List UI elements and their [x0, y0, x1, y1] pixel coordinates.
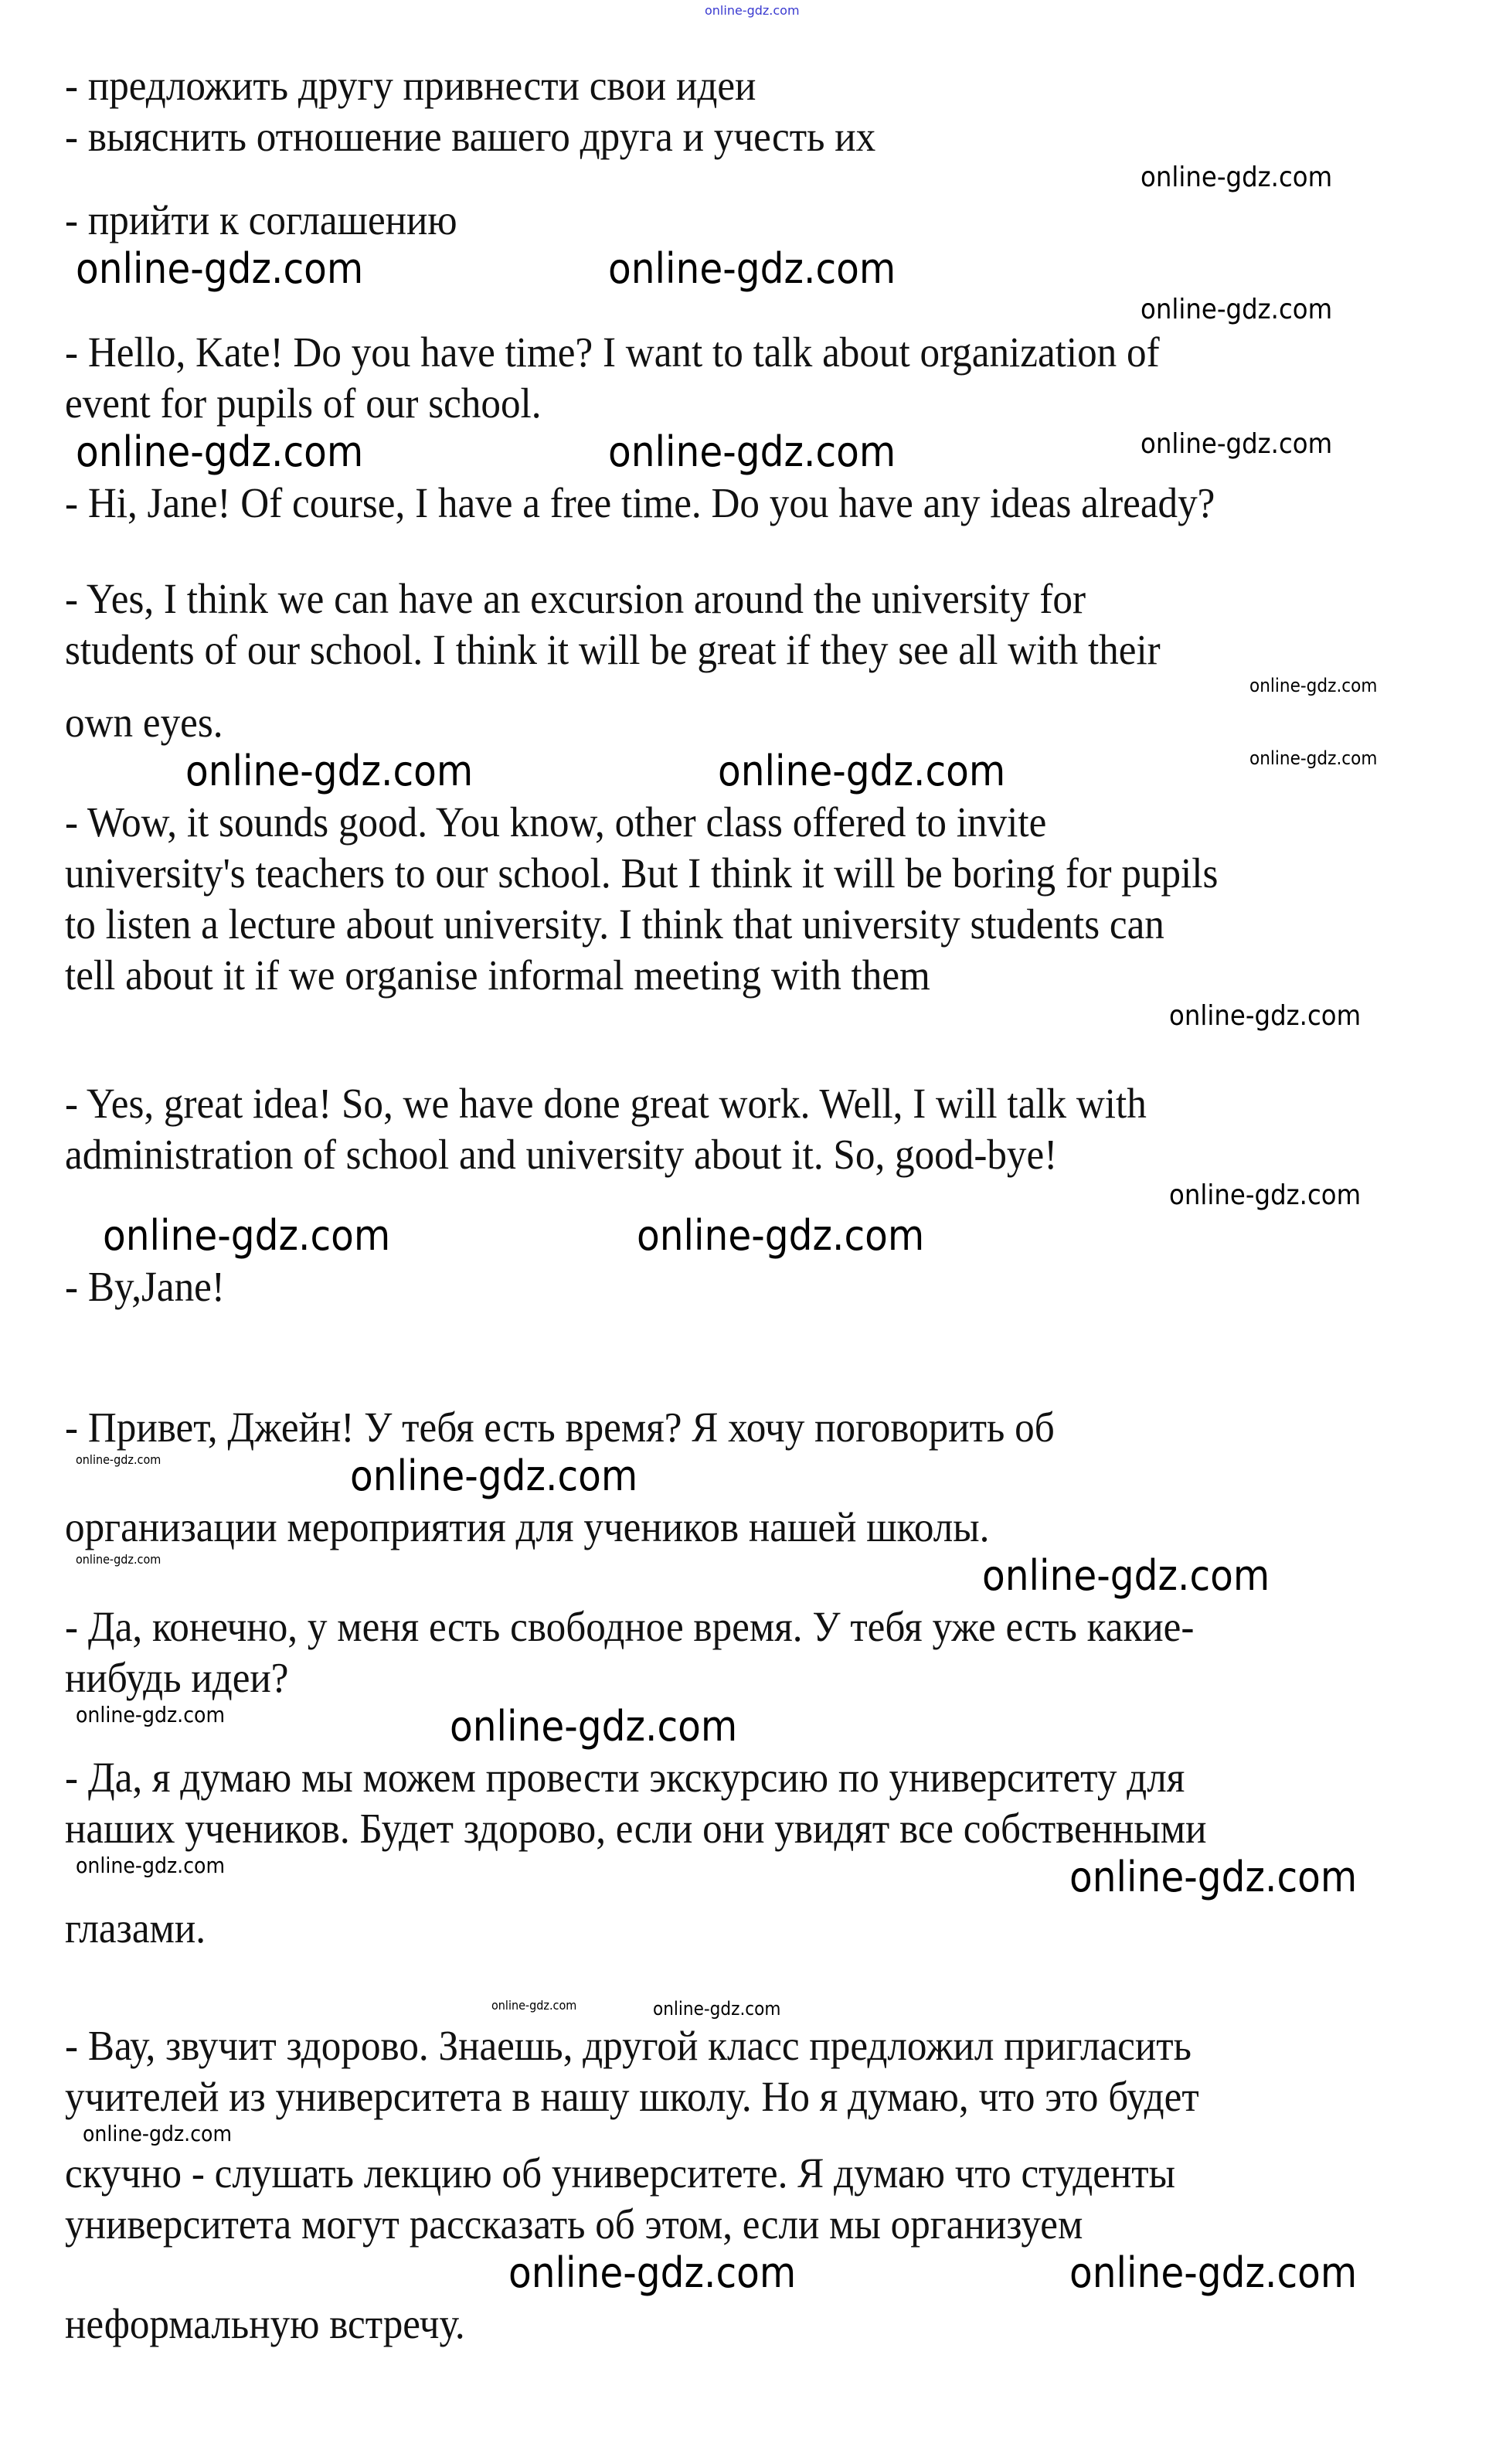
watermark: online-gdz.com	[637, 1211, 925, 1260]
watermark: online-gdz.com	[76, 244, 364, 293]
text-line	[0, 1078, 1489, 1129]
watermark-row	[0, 294, 1489, 327]
text-line	[0, 327, 1489, 378]
watermark: online-gdz.com	[76, 1853, 226, 1878]
text-line	[0, 899, 1489, 950]
text-line	[0, 1803, 1489, 1854]
watermark: online-gdz.com	[1168, 1179, 1362, 1211]
watermark: online-gdz.com	[103, 1211, 391, 1260]
text-line	[0, 1502, 1489, 1553]
text-line-content: - выяснить отношение вашего друга и учесть их	[65, 113, 876, 160]
header-watermark: online-gdz.com	[705, 3, 800, 18]
spacer	[0, 1033, 1489, 1078]
watermark-row	[0, 162, 1489, 195]
text-line-content: - Да, конечно, у меня есть свободное время. У тебя уже есть какие-	[65, 1603, 1195, 1650]
text-line-content: - Wow, it sounds good. You know, other class offered to invite	[65, 798, 1047, 846]
text-line	[0, 1752, 1489, 1803]
text-line-content: university's teachers to our school. But I think it will be boring for pupils	[65, 849, 1219, 897]
text-line-content: скучно - слушать лекцию об университете. Я думаю что студенты	[65, 2149, 1176, 2197]
text-line-content: - Yes, great idea! So, we have done great work. Well, I will talk with	[65, 1080, 1147, 1127]
watermark: online-gdz.com	[652, 1998, 781, 2020]
text-line	[0, 2020, 1489, 2071]
text-line	[0, 1261, 1489, 1312]
text-line-content: организации мероприятия для учеников нашей школы.	[65, 1503, 990, 1550]
watermark: online-gdz.com	[350, 1452, 638, 1500]
watermark: online-gdz.com	[508, 2248, 797, 2297]
text-line-content: - прийти к соглашению	[65, 196, 457, 243]
text-line-content: - By,Jane!	[65, 1263, 225, 1310]
text-line	[0, 697, 1489, 748]
watermark: online-gdz.com	[1168, 1000, 1362, 1032]
watermark: online-gdz.com	[1141, 294, 1333, 325]
document-page	[0, 60, 1489, 2350]
watermark: online-gdz.com	[1249, 675, 1378, 696]
watermark: online-gdz.com	[1069, 2248, 1357, 2297]
spacer	[0, 1954, 1489, 1999]
watermark-row	[0, 1703, 1489, 1752]
spacer	[0, 1312, 1489, 1357]
watermark-row	[0, 1999, 1489, 2020]
watermark: online-gdz.com	[982, 1551, 1270, 1600]
watermark: online-gdz.com	[76, 1452, 161, 1467]
text-line	[0, 2148, 1489, 2199]
text-line-content: наших учеников. Будет здорово, если они увидят все собственными	[65, 1805, 1207, 1852]
text-line	[0, 195, 1489, 246]
watermark: online-gdz.com	[717, 747, 1005, 795]
watermark: online-gdz.com	[491, 1998, 576, 2013]
text-line-content: - Hi, Jane! Of course, I have a free time. Do you have any ideas already?	[65, 479, 1215, 526]
watermark: online-gdz.com	[185, 747, 474, 795]
text-line	[0, 1402, 1489, 1453]
text-line	[0, 478, 1489, 529]
text-line-content: - Да, я думаю мы можем провести экскурсию по университету для	[65, 1754, 1185, 1801]
text-line	[0, 2071, 1489, 2122]
text-line-content: неформальную встречу.	[65, 2300, 465, 2347]
watermark: online-gdz.com	[1141, 162, 1333, 193]
text-line-content: tell about it if we organise informal meeting with them	[65, 951, 930, 999]
text-line-content: - Вау, звучит здорово. Знаешь, другой класс предложил пригласить	[65, 2022, 1192, 2069]
text-line-content: - Привет, Джейн! У тебя есть время? Я хочу поговорить об	[65, 1404, 1055, 1451]
watermark-row	[0, 1854, 1489, 1903]
text-line	[0, 848, 1489, 899]
text-line-content: students of our school. I think it will be great if they see all with their	[65, 626, 1161, 673]
watermark: online-gdz.com	[608, 244, 896, 293]
watermark: online-gdz.com	[1249, 747, 1378, 769]
text-line	[0, 1601, 1489, 1652]
text-line-content: глазами.	[65, 1904, 206, 1952]
text-line	[0, 1652, 1489, 1703]
watermark: online-gdz.com	[82, 2121, 232, 2146]
watermark: online-gdz.com	[608, 427, 896, 476]
watermark: online-gdz.com	[1069, 1853, 1357, 1901]
watermark: online-gdz.com	[1141, 428, 1333, 460]
text-line-content: университета могут рассказать об этом, если мы организуем	[65, 2200, 1083, 2248]
text-line-content: administration of school and university about it. So, good-bye!	[65, 1131, 1058, 1178]
watermark-row	[0, 676, 1489, 697]
text-line-content: - Yes, I think we can have an excursion around the university for	[65, 575, 1086, 622]
watermark-row	[0, 1453, 1489, 1502]
watermark-row	[0, 1213, 1489, 1261]
text-line-content: to listen a lecture about university. I think that university students can	[65, 900, 1164, 948]
watermark-row	[0, 2250, 1489, 2299]
text-line	[0, 1903, 1489, 1954]
watermark-row	[0, 2122, 1489, 2148]
text-line-content: - предложить другу привнести свои идеи	[65, 62, 756, 109]
text-line	[0, 625, 1489, 676]
text-line	[0, 1129, 1489, 1180]
watermark-row	[0, 1180, 1489, 1213]
text-line	[0, 797, 1489, 848]
watermark-row	[0, 1553, 1489, 1601]
watermark-row	[0, 748, 1489, 797]
text-line-content: - Hello, Kate! Do you have time? I want to talk about organization of	[65, 328, 1160, 376]
watermark-row	[0, 429, 1489, 478]
text-line	[0, 378, 1489, 429]
watermark: online-gdz.com	[76, 1552, 161, 1567]
text-line-content: event for pupils of our school.	[65, 379, 542, 427]
spacer	[0, 1357, 1489, 1402]
text-line	[0, 2199, 1489, 2250]
spacer	[0, 529, 1489, 573]
text-line-content: own eyes.	[65, 699, 223, 746]
watermark: online-gdz.com	[450, 1702, 738, 1751]
watermark: online-gdz.com	[76, 1702, 226, 1727]
text-line	[0, 111, 1489, 162]
text-line	[0, 573, 1489, 625]
text-line	[0, 950, 1489, 1001]
text-line-content: нибудь идеи?	[65, 1654, 289, 1701]
watermark-row	[0, 246, 1489, 294]
watermark: online-gdz.com	[76, 427, 364, 476]
text-line	[0, 2299, 1489, 2350]
watermark-row	[0, 1001, 1489, 1033]
text-line	[0, 60, 1489, 111]
text-line-content: учителей из университета в нашу школу. Но я думаю, что это будет	[65, 2073, 1199, 2120]
